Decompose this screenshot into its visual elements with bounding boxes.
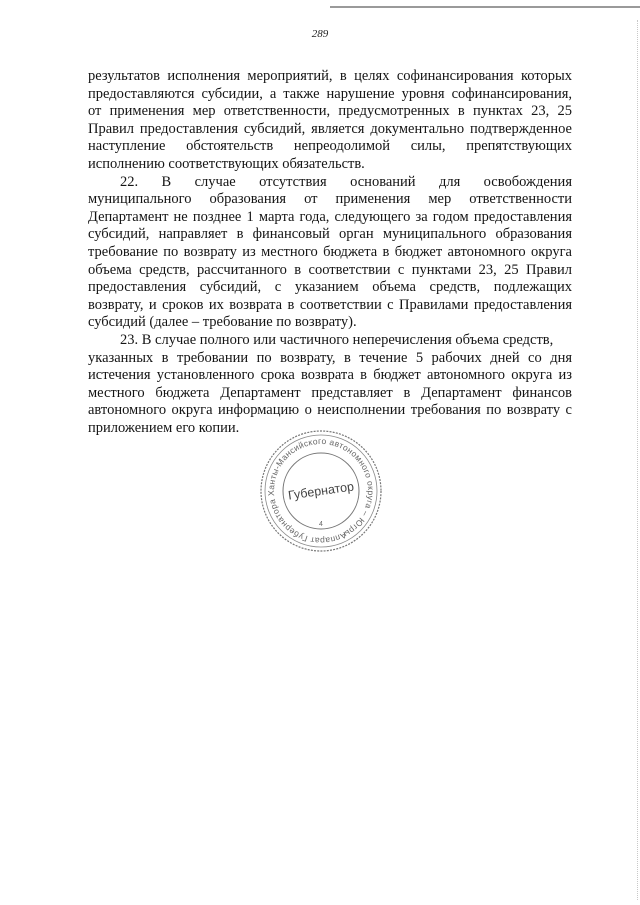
official-seal: [258, 428, 384, 554]
text-line: исполнению соответствующих обязательств.: [88, 155, 365, 172]
text-line: указанных в требовании по возврату, в течение 5 рабочих дней со дня: [88, 349, 572, 366]
text-line: возврату, и сроков их возврата в соответствии с Правилами предоставления: [88, 296, 572, 313]
seal-center-text: Губернатор: [287, 479, 355, 503]
text-line: Правил предоставления субсидий, является документально подтвержденное: [88, 120, 572, 137]
paragraph-22-start: 22. В случае отсутствия оснований для освобождения: [120, 173, 572, 190]
seal-number: 4: [319, 521, 323, 528]
text-line: объема средств, рассчитанного в соответствии с пунктами 23, 25 Правил: [88, 261, 572, 278]
text-line: Департамент не позднее 1 марта года, следующего за годом предоставления: [88, 208, 572, 225]
scan-edge-dots: [636, 20, 638, 900]
text-line: от применения мер ответственности, предусмотренных в пунктах 23, 25: [88, 103, 572, 120]
text-line: предоставления субсидий, с указанием объема средств, подлежащих: [88, 279, 572, 296]
text-line: истечения установленного срока возврата в бюджет автономного округа из: [88, 367, 572, 384]
body-text: [88, 68, 572, 437]
text-line: предоставляются субсидии, а также нарушение уровня софинансирования,: [88, 85, 572, 102]
text-line: наступление обстоятельств непреодолимой силы, препятствующих: [88, 138, 572, 155]
seal-ring-textpath: Аппарат Губернатора Ханты-Мансийского автономного округа – Югры: [265, 435, 377, 547]
text-line: муниципального образования от применения мер ответственности: [88, 191, 572, 208]
text-line: субсидий (далее – требование по возврату).: [88, 314, 357, 331]
text-line: автономного округа информацию о неисполнении требования по возврату с: [88, 402, 572, 419]
text-line: приложением его копии.: [88, 419, 240, 436]
text-line: результатов исполнения мероприятий, в целях софинансирования которых: [88, 68, 572, 84]
paragraph-23-start: 23. В случае полного или частичного неперечисления объема средств,: [120, 331, 554, 348]
scan-edge-line: [330, 6, 640, 8]
text-line: местного бюджета Департамент представляет в Департамент финансов: [88, 384, 572, 401]
text-line: субсидий, направляет в финансовый орган муниципального образования: [88, 226, 572, 243]
text-line: требование по возврату из местного бюджета в бюджет автономного округа: [88, 243, 572, 260]
page-number: 289: [311, 28, 329, 40]
